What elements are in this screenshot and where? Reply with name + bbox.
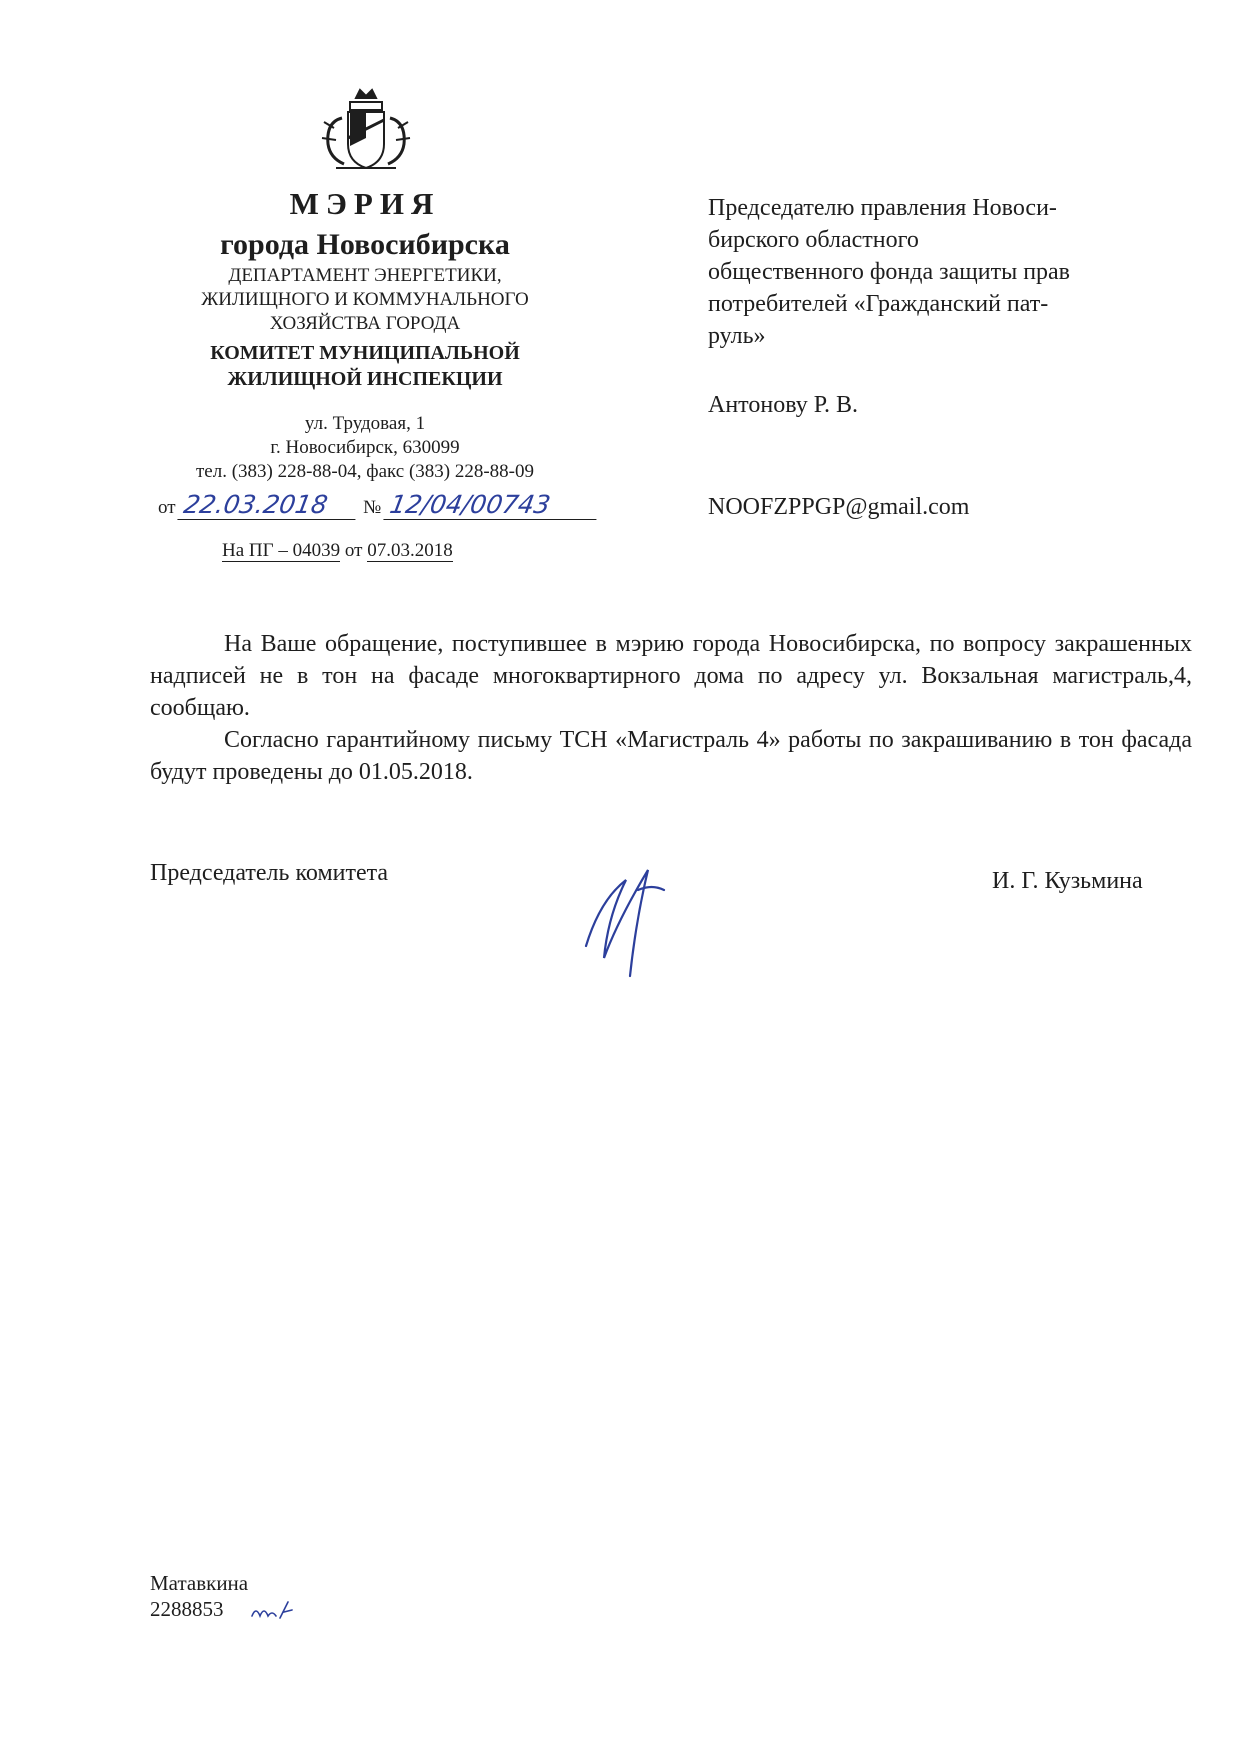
org-title: МЭРИЯ — [289, 186, 441, 221]
outgoing-reference — [158, 490, 599, 520]
incoming-from-label: от — [344, 540, 363, 561]
addressee-email: NOOFZPPGP@gmail.com — [708, 494, 970, 520]
incoming-reference — [222, 540, 453, 562]
org-address — [140, 412, 590, 484]
number-label: № — [363, 497, 382, 518]
handwritten-date: 22.03.2018 — [178, 490, 361, 520]
executor-block — [150, 1570, 248, 1622]
committee-name — [140, 340, 590, 392]
executor-name: Матавкина — [150, 1571, 249, 1595]
handwritten-number: 12/04/00743 — [383, 490, 601, 520]
department-line: ДЕПАРТАМЕНТ ЭНЕРГЕТИКИ, — [228, 265, 502, 286]
letter-body — [150, 628, 1192, 788]
incoming-number: На ПГ – 04039 — [222, 540, 341, 561]
handwritten-signature — [578, 860, 678, 980]
body-paragraph: На Ваше обращение, поступившее в мэрию города Новосибирска, по вопросу закрашенных надписей не в тон на фасаде многоквартирного дома по адресу ул. Вокзальная магистраль,4, сообщаю. — [150, 631, 1192, 721]
coat-of-arms-icon — [316, 88, 416, 174]
body-paragraph: Согласно гарантийному письму ТСН «Магистраль 4» работы по закрашиванию в тон фасада будут проведены до 01.05.2018. — [150, 727, 1192, 785]
incoming-date: 07.03.2018 — [367, 540, 453, 561]
department-name — [140, 264, 590, 336]
from-label: от — [158, 497, 176, 518]
addressee-line: руль» — [708, 323, 766, 349]
department-line: ЖИЛИЩНОГО И КОММУНАЛЬНОГО — [201, 289, 529, 310]
executor-phone: 2288853 — [150, 1597, 224, 1621]
signer-name: И. Г. Кузьмина — [992, 868, 1143, 894]
addressee-line: общественного фонда защиты прав — [708, 259, 1071, 285]
address-line: ул. Трудовая, 1 — [304, 413, 426, 434]
addressee-block — [708, 192, 1178, 352]
addressee-line: потребителей «Гражданский пат- — [708, 291, 1049, 317]
committee-line: ЖИЛИЩНОЙ ИНСПЕКЦИИ — [227, 368, 503, 390]
address-line: тел. (383) 228-88-04, факс (383) 228-88-09 — [195, 461, 535, 482]
addressee-name: Антонову Р. В. — [708, 392, 859, 418]
handwritten-initials — [250, 1598, 296, 1622]
committee-line: КОМИТЕТ МУНИЦИПАЛЬНОЙ — [210, 342, 520, 364]
org-city: города Новосибирска — [220, 228, 510, 261]
addressee-line: Председателю правления Новоси- — [708, 195, 1057, 221]
department-line: ХОЗЯЙСТВА ГОРОДА — [269, 313, 461, 334]
address-line: г. Новосибирск, 630099 — [270, 437, 460, 458]
signer-position: Председатель комитета — [150, 860, 389, 886]
addressee-line: бирского областного — [708, 227, 919, 253]
